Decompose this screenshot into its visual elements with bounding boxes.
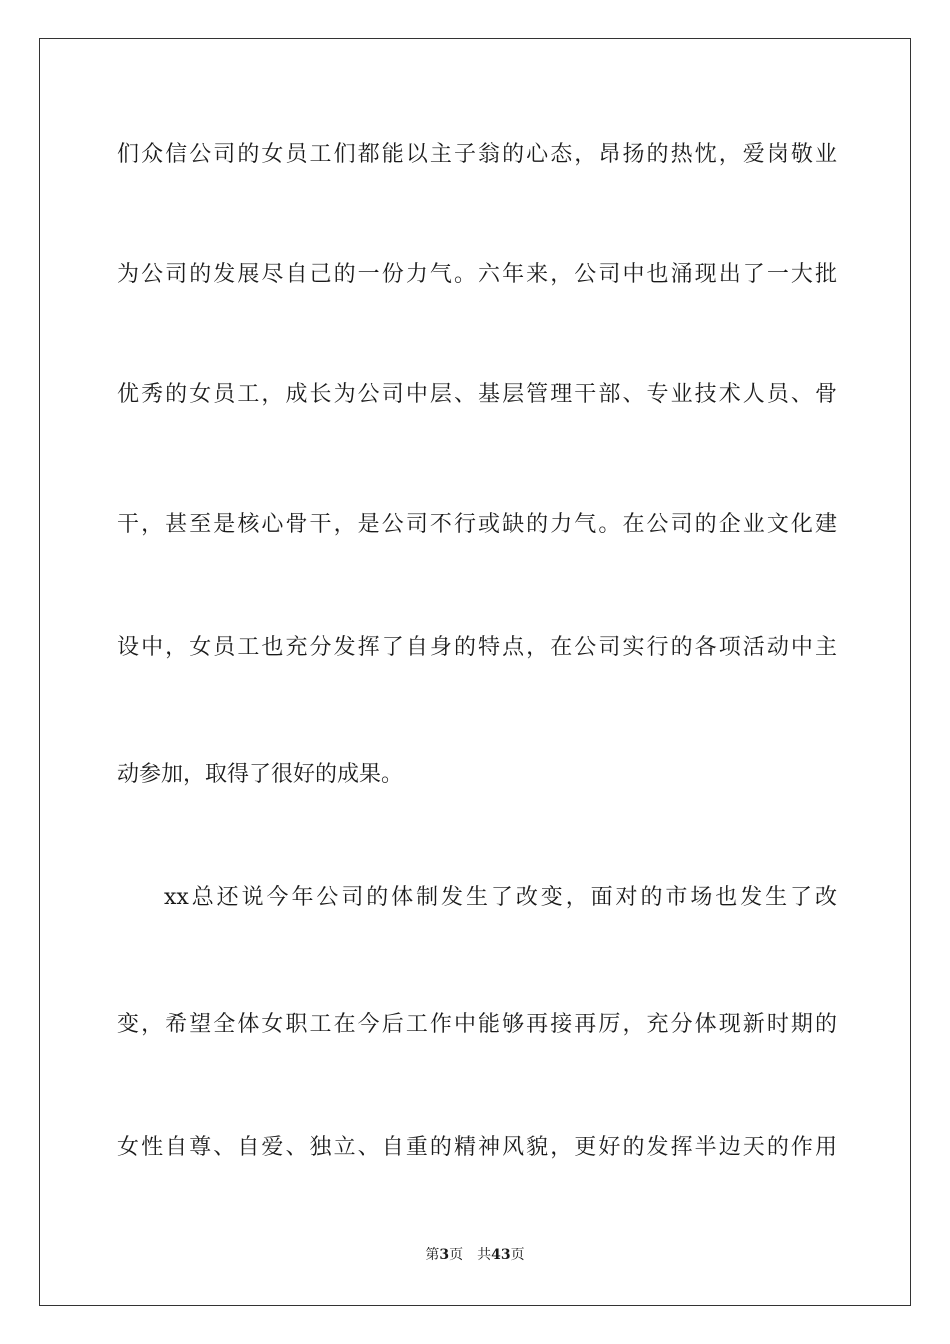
total-pages: 43	[491, 1247, 511, 1263]
page-suffix: 页	[449, 1247, 464, 1263]
paragraph-line-8: 变，希望全体女职工在今后工作中能够再接再厉，充分体现新时期的	[117, 1012, 837, 1037]
paragraph-line-1: 们众信公司的女员工们都能以主子翁的心态，昂扬的热忱，爱岗敬业	[117, 142, 837, 167]
page-number: 3	[439, 1247, 450, 1263]
paragraph-line-9: 女性自尊、自爱、独立、自重的精神风貌，更好的发挥半边天的作用	[117, 1135, 837, 1160]
paragraph-line-5: 设中，女员工也充分发挥了自身的特点，在公司实行的各项活动中主	[117, 635, 837, 660]
paragraph-line-3: 优秀的女员工，成长为公司中层、基层管理干部、专业技术人员、骨	[117, 382, 837, 407]
paragraph-line-2: 为公司的发展尽自己的一份力气。六年来，公司中也涌现出了一大批	[117, 262, 837, 287]
paragraph-line-6: 动参加，取得了很好的成果。	[117, 762, 404, 787]
total-prefix: 共	[477, 1247, 492, 1263]
paragraph-line-4: 干，甚至是核心骨干，是公司不行或缺的力气。在公司的企业文化建	[117, 512, 837, 537]
page-prefix: 第	[425, 1247, 440, 1263]
paragraph-line-7: xx总还说今年公司的体制发生了改变，面对的市场也发生了改	[164, 885, 837, 910]
page-footer	[0, 1245, 950, 1265]
total-suffix: 页	[510, 1247, 525, 1263]
page-frame	[39, 38, 911, 1306]
